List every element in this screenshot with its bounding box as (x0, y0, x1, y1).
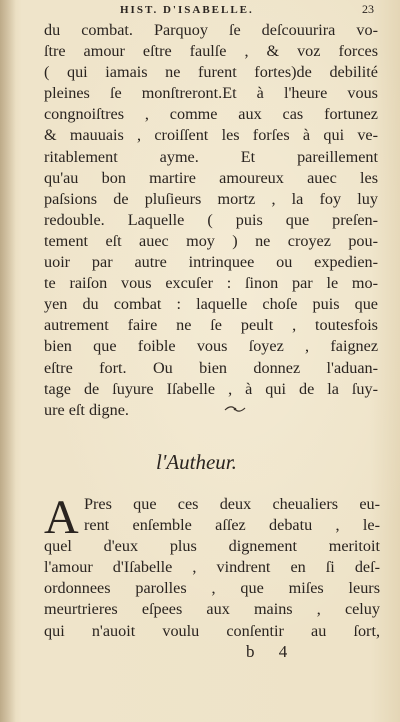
text-line: yen du combat : laquelle choſe puis que (44, 295, 378, 314)
paragraph-2 (44, 491, 380, 642)
spine-shadow (0, 0, 16, 722)
running-head: HIST. D'ISABELLE. (120, 4, 254, 16)
text-line: pleines ſe monſtreront.Et à l'heure vous (44, 84, 378, 103)
text-line: ure eſt digne. (44, 400, 129, 419)
text-line: du combat. Parquoy ſe deſcouurira vo- (44, 21, 378, 39)
text-line: quel d'eux plus dignement meritoit (44, 537, 380, 556)
text-line: ritablement ayme. Et pareillement (44, 147, 378, 166)
text-line: ordonnees parolles , que miſes leurs (44, 579, 380, 598)
text-line: uoir par autre intrinquee ou expedien- (44, 253, 378, 272)
text-line: qu'au bon martire amoureux auec les (44, 168, 378, 187)
text-line: rent enſemble aſſez debatu , le- (84, 516, 380, 535)
text-line: & mauuais , croiſſent les forſes à qui ve- (44, 126, 378, 145)
text-line: congnoiſtres , comme aux cas fortunez (44, 105, 378, 124)
paragraph-1 (44, 20, 378, 421)
text-line: ( qui iamais ne furent fortes)de debilité (44, 63, 378, 82)
text-line: tement eſt auec moy ) ne croyez pou- (44, 231, 378, 250)
section-heading: l'Autheur. (156, 450, 237, 474)
text-line: Pres que ces deux cheualiers eu- (84, 495, 380, 513)
ornament-icon (224, 404, 246, 414)
text-line: tage de ſuyure Iſabelle , à qui de la ſuy- (44, 379, 378, 398)
drop-cap: A (44, 491, 79, 544)
text-line: bien que foible vous ſoyez , faignez (44, 337, 378, 356)
text-line: meurtrieres eſpees aux mains , celuy (44, 600, 380, 619)
text-line: ſtre amour eſtre faulſe , & voz forces (44, 42, 378, 61)
text-line: te raiſon vous excuſer : ſinon par le mo- (44, 274, 378, 293)
text-line: redouble. Laquelle ( puis que preſen- (44, 210, 378, 229)
text-line: eſtre fort. Ou bien donnez l'aduan- (44, 358, 378, 377)
signature-mark: b 4 (246, 642, 298, 661)
page-number: 23 (362, 2, 374, 16)
text-line: qui n'auoit voulu conſentir au ſort, (44, 621, 380, 640)
text-line: autrement faire ne ſe peult , toutesfois (44, 316, 378, 335)
text-line: l'amour d'Iſabelle , vindrent en ſi deſ- (44, 558, 380, 577)
text-line: paſsions de pluſieurs mortz , la foy luy (44, 189, 378, 208)
